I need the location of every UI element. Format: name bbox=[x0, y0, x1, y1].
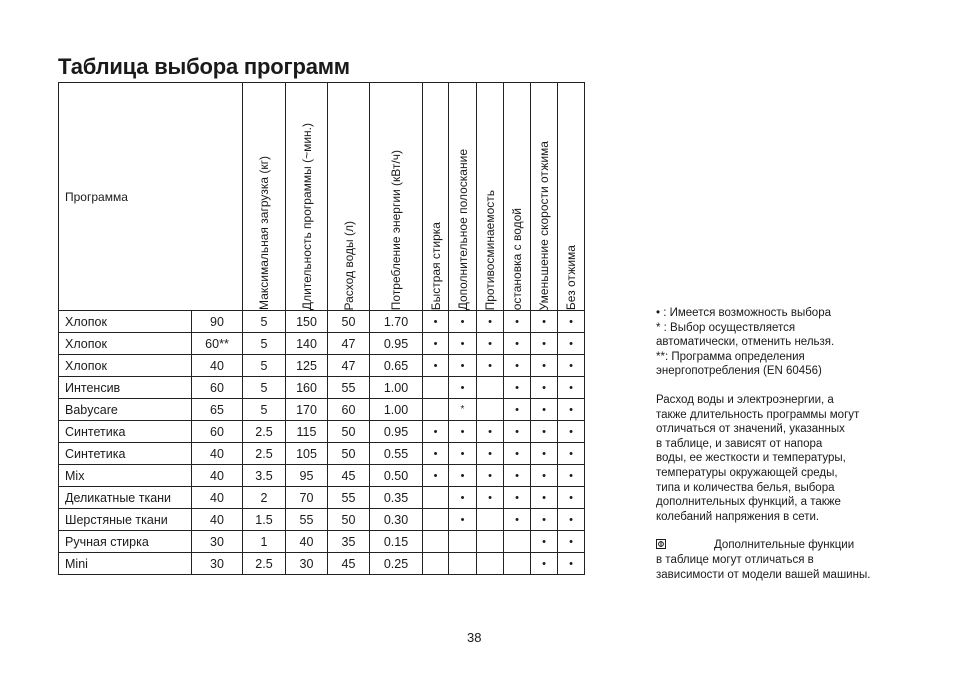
page-number: 38 bbox=[467, 630, 482, 645]
cell-duration: 150 bbox=[286, 311, 328, 333]
cell-energy: 0.25 bbox=[370, 553, 423, 575]
page-title: Таблица выбора программ bbox=[58, 54, 350, 79]
cell-option: • bbox=[477, 355, 504, 377]
cell-option bbox=[477, 553, 504, 575]
cell-program-name: Деликатные ткани bbox=[59, 487, 192, 509]
cell-temperature: 60 bbox=[192, 421, 243, 443]
legend-double-asterisk: **: Программа определения bbox=[656, 350, 805, 363]
legend-note-paragraph bbox=[656, 393, 916, 524]
cell-duration: 125 bbox=[286, 355, 328, 377]
cell-max-load: 5 bbox=[243, 355, 286, 377]
info-icon bbox=[656, 538, 666, 553]
cell-duration: 115 bbox=[286, 421, 328, 443]
cell-option: • bbox=[558, 443, 585, 465]
cell-energy: 0.65 bbox=[370, 355, 423, 377]
legend-note-line: отличаться от значений, указанных bbox=[656, 423, 845, 436]
header-water: Расход воды (л) bbox=[328, 83, 370, 311]
cell-water: 35 bbox=[328, 531, 370, 553]
cell-program-name: Синтетика bbox=[59, 443, 192, 465]
cell-water: 47 bbox=[328, 355, 370, 377]
cell-option bbox=[477, 399, 504, 421]
cell-temperature: 40 bbox=[192, 509, 243, 531]
cell-temperature: 40 bbox=[192, 443, 243, 465]
cell-option: • bbox=[531, 553, 558, 575]
cell-water: 50 bbox=[328, 311, 370, 333]
cell-option: • bbox=[504, 333, 531, 355]
cell-program-name: Ручная стирка bbox=[59, 531, 192, 553]
header-duration: Длительность программы (~мин.) bbox=[286, 83, 328, 311]
cell-option: • bbox=[558, 465, 585, 487]
cell-option: * bbox=[449, 399, 477, 421]
cell-option: • bbox=[558, 355, 585, 377]
cell-option: • bbox=[449, 377, 477, 399]
table-row bbox=[59, 421, 585, 443]
cell-option bbox=[423, 509, 449, 531]
cell-option: • bbox=[558, 421, 585, 443]
cell-option: • bbox=[449, 421, 477, 443]
cell-option: • bbox=[531, 333, 558, 355]
legend-functions-note: Дополнительные функции bbox=[656, 538, 916, 553]
cell-option: • bbox=[477, 465, 504, 487]
table-row bbox=[59, 531, 585, 553]
cell-option: • bbox=[558, 509, 585, 531]
legend-functions-note-line2: в таблице могут отличаться в bbox=[656, 553, 814, 566]
cell-temperature: 90 bbox=[192, 311, 243, 333]
cell-option: • bbox=[423, 355, 449, 377]
legend-note-line: воды, ее жесткости и температуры, bbox=[656, 452, 846, 465]
cell-option: • bbox=[558, 553, 585, 575]
cell-option: • bbox=[558, 333, 585, 355]
cell-option: • bbox=[449, 487, 477, 509]
cell-option: • bbox=[504, 487, 531, 509]
cell-option: • bbox=[531, 487, 558, 509]
cell-option bbox=[477, 531, 504, 553]
cell-duration: 95 bbox=[286, 465, 328, 487]
cell-duration: 170 bbox=[286, 399, 328, 421]
table-row bbox=[59, 399, 585, 421]
cell-option bbox=[423, 487, 449, 509]
table-row bbox=[59, 553, 585, 575]
table-row bbox=[59, 333, 585, 355]
cell-option: • bbox=[423, 443, 449, 465]
cell-option: • bbox=[504, 465, 531, 487]
cell-option: • bbox=[531, 399, 558, 421]
cell-energy: 0.35 bbox=[370, 487, 423, 509]
cell-temperature: 30 bbox=[192, 531, 243, 553]
cell-option: • bbox=[477, 421, 504, 443]
table-row bbox=[59, 355, 585, 377]
legend-note-line: колебаний напряжения в сети. bbox=[656, 510, 820, 523]
cell-temperature: 40 bbox=[192, 355, 243, 377]
cell-option: • bbox=[449, 333, 477, 355]
cell-option: • bbox=[449, 509, 477, 531]
cell-duration: 55 bbox=[286, 509, 328, 531]
cell-energy: 0.95 bbox=[370, 421, 423, 443]
legend-functions-note-line3: зависимости от модели вашей машины. bbox=[656, 568, 871, 581]
cell-temperature: 65 bbox=[192, 399, 243, 421]
legend-note-line: типа и количества белья, выбора bbox=[656, 481, 835, 494]
cell-temperature: 60 bbox=[192, 377, 243, 399]
cell-option: • bbox=[423, 465, 449, 487]
cell-option: • bbox=[531, 355, 558, 377]
cell-max-load: 1.5 bbox=[243, 509, 286, 531]
cell-option: • bbox=[449, 355, 477, 377]
cell-duration: 40 bbox=[286, 531, 328, 553]
header-rinse-hold: остановка с водой bbox=[504, 83, 531, 311]
cell-temperature: 40 bbox=[192, 465, 243, 487]
legend-note-line: дополнительных функций, а также bbox=[656, 496, 841, 509]
header-max-load: Максимальная загрузка (кг) bbox=[243, 83, 286, 311]
cell-option: • bbox=[449, 465, 477, 487]
cell-energy: 1.00 bbox=[370, 399, 423, 421]
cell-energy: 0.15 bbox=[370, 531, 423, 553]
cell-option bbox=[449, 553, 477, 575]
cell-energy: 0.55 bbox=[370, 443, 423, 465]
cell-option: • bbox=[423, 333, 449, 355]
table-row bbox=[59, 465, 585, 487]
cell-option: • bbox=[531, 443, 558, 465]
cell-option: • bbox=[477, 487, 504, 509]
legend-note-line: также длительность программы могут bbox=[656, 408, 860, 421]
cell-option bbox=[477, 509, 504, 531]
cell-option: • bbox=[504, 399, 531, 421]
legend-dot: • : Имеется возможность выбора bbox=[656, 307, 831, 319]
cell-duration: 140 bbox=[286, 333, 328, 355]
legend-double-asterisk-cont: энергопотребления (EN 60456) bbox=[656, 365, 822, 378]
cell-program-name: Хлопок bbox=[59, 311, 192, 333]
legend-asterisk-cont: автоматически, отменить нельзя. bbox=[656, 336, 835, 349]
cell-water: 55 bbox=[328, 487, 370, 509]
cell-max-load: 2 bbox=[243, 487, 286, 509]
cell-option: • bbox=[531, 509, 558, 531]
cell-option: • bbox=[504, 311, 531, 333]
cell-program-name: Хлопок bbox=[59, 333, 192, 355]
cell-option: • bbox=[423, 421, 449, 443]
table-row bbox=[59, 311, 585, 333]
cell-option: • bbox=[477, 333, 504, 355]
header-extra-rinse: Дополнительное полоскание bbox=[449, 83, 477, 311]
header-reduced-spin: Уменьшение скорости отжима bbox=[531, 83, 558, 311]
cell-max-load: 5 bbox=[243, 399, 286, 421]
cell-water: 60 bbox=[328, 399, 370, 421]
cell-option: • bbox=[531, 531, 558, 553]
cell-duration: 30 bbox=[286, 553, 328, 575]
legend-note-line: температуры окружающей среды, bbox=[656, 466, 838, 479]
cell-option bbox=[449, 531, 477, 553]
cell-option: • bbox=[558, 311, 585, 333]
cell-energy: 1.00 bbox=[370, 377, 423, 399]
cell-option: • bbox=[558, 399, 585, 421]
cell-option bbox=[477, 377, 504, 399]
cell-program-name: Mini bbox=[59, 553, 192, 575]
cell-max-load: 5 bbox=[243, 377, 286, 399]
program-table bbox=[58, 82, 585, 575]
cell-temperature: 30 bbox=[192, 553, 243, 575]
cell-option: • bbox=[558, 487, 585, 509]
cell-option: • bbox=[504, 509, 531, 531]
cell-water: 50 bbox=[328, 421, 370, 443]
cell-option: • bbox=[531, 421, 558, 443]
cell-option bbox=[423, 399, 449, 421]
legend bbox=[656, 306, 916, 582]
cell-max-load: 2.5 bbox=[243, 421, 286, 443]
cell-program-name: Синтетика bbox=[59, 421, 192, 443]
cell-program-name: Интенсив bbox=[59, 377, 192, 399]
table-row bbox=[59, 377, 585, 399]
cell-option: • bbox=[504, 355, 531, 377]
cell-option: • bbox=[558, 531, 585, 553]
cell-max-load: 2.5 bbox=[243, 553, 286, 575]
cell-max-load: 1 bbox=[243, 531, 286, 553]
legend-note-line: Расход воды и электроэнергии, а bbox=[656, 393, 834, 406]
cell-max-load: 3.5 bbox=[243, 465, 286, 487]
cell-option: • bbox=[558, 377, 585, 399]
cell-energy: 1.70 bbox=[370, 311, 423, 333]
table-row bbox=[59, 443, 585, 465]
cell-energy: 0.30 bbox=[370, 509, 423, 531]
cell-temperature: 60** bbox=[192, 333, 243, 355]
cell-duration: 160 bbox=[286, 377, 328, 399]
cell-option: • bbox=[477, 443, 504, 465]
cell-option bbox=[423, 377, 449, 399]
cell-program-name: Babycare bbox=[59, 399, 192, 421]
cell-option: • bbox=[531, 377, 558, 399]
cell-option: • bbox=[531, 465, 558, 487]
cell-temperature: 40 bbox=[192, 487, 243, 509]
cell-option: • bbox=[449, 311, 477, 333]
cell-option: • bbox=[504, 443, 531, 465]
cell-option bbox=[423, 553, 449, 575]
cell-water: 50 bbox=[328, 509, 370, 531]
table-row bbox=[59, 487, 585, 509]
cell-water: 55 bbox=[328, 377, 370, 399]
cell-option bbox=[423, 531, 449, 553]
header-program: Программа bbox=[59, 83, 243, 311]
cell-program-name: Хлопок bbox=[59, 355, 192, 377]
cell-program-name: Mix bbox=[59, 465, 192, 487]
cell-water: 45 bbox=[328, 553, 370, 575]
cell-option bbox=[504, 553, 531, 575]
header-no-spin: Без отжима bbox=[558, 83, 585, 311]
header-energy: Потребление энергии (кВт/ч) bbox=[370, 83, 423, 311]
header-anti-crease: Противосминаемость bbox=[477, 83, 504, 311]
cell-option: • bbox=[504, 377, 531, 399]
cell-water: 47 bbox=[328, 333, 370, 355]
cell-duration: 70 bbox=[286, 487, 328, 509]
cell-program-name: Шерстяные ткани bbox=[59, 509, 192, 531]
cell-option: • bbox=[423, 311, 449, 333]
legend-asterisk: * : Выбор осуществляется bbox=[656, 321, 796, 334]
cell-duration: 105 bbox=[286, 443, 328, 465]
header-quick-wash: Быстрая стирка bbox=[423, 83, 449, 311]
cell-water: 50 bbox=[328, 443, 370, 465]
table-row bbox=[59, 509, 585, 531]
cell-option: • bbox=[531, 311, 558, 333]
cell-max-load: 5 bbox=[243, 311, 286, 333]
cell-water: 45 bbox=[328, 465, 370, 487]
cell-option: • bbox=[449, 443, 477, 465]
cell-max-load: 2.5 bbox=[243, 443, 286, 465]
cell-energy: 0.50 bbox=[370, 465, 423, 487]
cell-max-load: 5 bbox=[243, 333, 286, 355]
cell-energy: 0.95 bbox=[370, 333, 423, 355]
legend-note-line: в таблице, и зависят от напора bbox=[656, 437, 823, 450]
table-header-row bbox=[59, 83, 585, 311]
cell-option: • bbox=[477, 311, 504, 333]
cell-option bbox=[504, 531, 531, 553]
cell-option: • bbox=[504, 421, 531, 443]
